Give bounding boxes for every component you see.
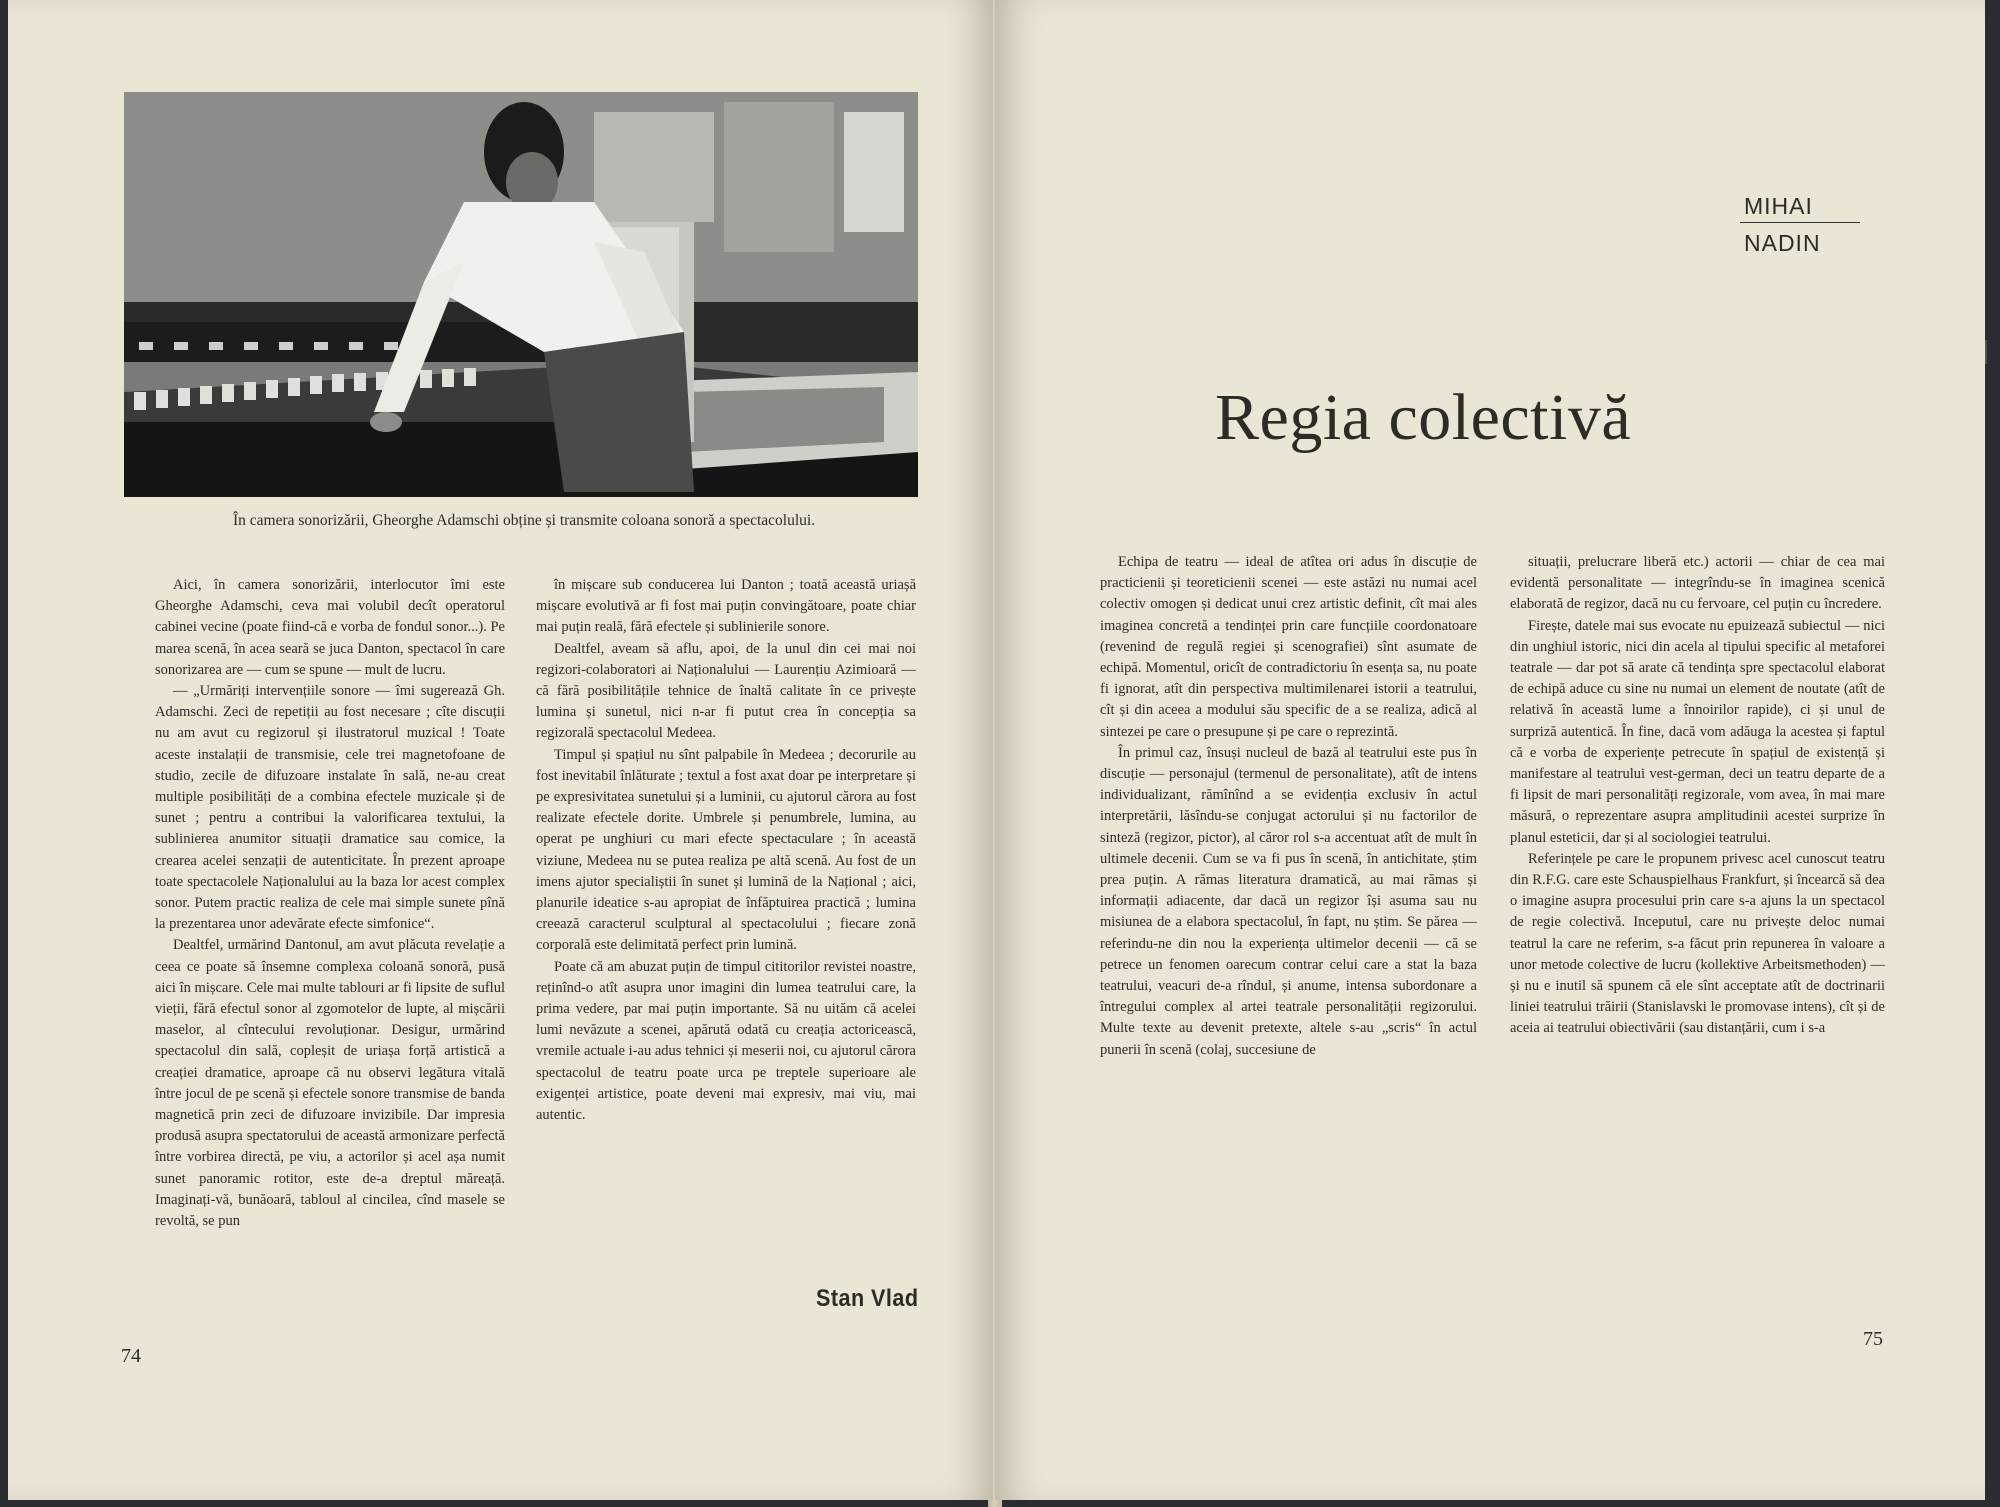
paragraph: Referințele pe care le propunem privesc acel cunoscut teatru din R.F.G. care este Schauspielhaus Frankfurt, și încearcă să dea o imagine asupra procesului prin care s-a ajuns la un spectacol de regie colectivă. Inceputul, care nu privește deloc numai teatrul la care ne referim, s-a făcut prin repunerea în valoare a unor metode colective de lucru (kollektive Arbeitsmethoden) — și nu e inutil să spunem că ele sînt acceptate atît de doctrinarii liniei teatrului trăirii (Stanislavski le promovase intens), cît și de aceia ai teatrului obiectivării (sau distanțării, cum i s-a [1510, 850, 1885, 1037]
page-number-left: 74 [121, 1345, 141, 1367]
page-edge-mark [1985, 340, 1987, 364]
right-column-1 [1100, 552, 1477, 1061]
author-divider [1740, 222, 1860, 223]
paragraph: situații, prelucrare liberă etc.) actorii — chiar de cea mai evidentă personalitate — integrîndu-se în imaginea scenică elaborată de regizor, dacă nu cu fervoare, cel puțin cu încredere. [1510, 554, 1885, 613]
paragraph: în mișcare sub conducerea lui Danton ; toată această uriașă mișcare evolutivă ar fi fost mai puțin convingătoare, poate chiar mai puțin reală, fără efectele și sublinierile sonore. [536, 577, 916, 636]
author-first-name: MIHAI [1744, 193, 1813, 219]
paragraph: Echipa de teatru — ideal de atîtea ori adus în discuție de practicienii și teoreticienii scenei — este astăzi nu numai acel colectiv omogen și dedicat unui crez artistic definit, cît mai ales imaginea concretă a tendinței prin care funcțiile coordonatoare (revenind de regulă regiei și scenografiei) sînt asumate de echipă. Momentul, oricît de contradictoriu în esența sa, nu poate fi ignorat, atît din perspectiva multimilenarei istorii a teatrului, cît și din aceea a modului său specific de a se realiza, adică al sintezei pe care o presupune și pe care o reprezintă. [1100, 554, 1477, 740]
page-number-right: 75 [1863, 1328, 1883, 1350]
sound-room-photo-illustration [124, 92, 918, 497]
paragraph: Poate că am abuzat puțin de timpul cititorilor revistei noastre, reținînd-o atît asupra unor imagini din lumea teatrului care, la prima vedere, par mai puțin importante. Să nu uităm că acelei lumi nevăzute a scenei, apărută odată cu creația actoricească, vremile actuale i-au adus tehnici și meserii noi, cu ajutorul cărora spectacolul de teatru poate urca pe treptele superioare ale exigenței artistice, poate deveni mai expresiv, mai viu, mai autentic. [536, 958, 916, 1124]
left-column-2 [536, 575, 916, 1126]
paragraph: Dealtfel, urmărind Dantonul, am avut plăcuta revelație a ceea ce poate să însemne complexa coloană sonoră, pusă aici în mișcare. Cele mai multe tablouri ar fi lipsite de suflul vieții, fără efectul sonor al zgomotelor de lupte, al mișcării maselor, al cîntecului revoluționar. Desigur, urmărind spectacolul din sală, copleșit de uriașa forță artistică a creației dramatice, aproape că nu observi legătura vitală între jocul de pe scenă și efectele sonore transmise de banda magnetică prin zeci de difuzoare invizibile. Dar impresia produsă asupra spectatorului de această armonizare perfectă între vorbirea directă, pe viu, a actorilor și acel așa numit sunet panoramic rotitor, este de-a dreptul măreață. Imaginați-vă, bunăoară, tabloul al cincilea, cînd masele se revoltă, se pun [155, 937, 505, 1230]
author-last-name: NADIN [1744, 230, 1821, 256]
photo-caption: În camera sonorizării, Gheorghe Adamschi obține și transmite coloana sonoră a spectacolului. [233, 512, 816, 529]
paragraph: Timpul și spațiul nu sînt palpabile în Medeea ; decorurile au fost inevitabil înlăturate ; textul a fost axat doar pe interpretare și pe expresivitatea sunetului și a luminii, cu ajutorul cărora au fost realizate efectele dorite. Umbrele și penumbrele, lumina, au operat pe unghiuri cu mari efecte spectaculare ; în această viziune, Medeea nu se putea realiza pe altă scenă. Au fost de un imens ajutor specialiștii în sunet și lumină de la Național ; aici, planurile ideatice s-au apropiat de înfăptuirea practică ; lumina creează caracterul sculptural al spectacolului ; fiecare zonă corporală este delimitată perfect prin lumină. [536, 746, 916, 954]
paragraph: Aici, în camera sonorizării, interlocutor îmi este Gheorghe Adamschi, ceva mai volubil decît operatorul cabinei vecine (poate fiind-că e vorba de fondul sonor...). Pe marea scenă, în acea seară se juca Danton, spectacol în care sonorizarea are — cum se spune — mult de lucru. [155, 577, 505, 678]
paragraph: — „Urmăriți intervențiile sonore — îmi sugerează Gh. Adamschi. Zeci de repetiții au fost necesare ; cîte discuții nu am avut cu regizorul și ilustratorul muzical ! Toate aceste instalații de transmisie, cele trei magnetofoane de studio, zecile de difuzoare instalate în sală, ne-au creat multiple posibilități de a combina efectele muzicale și de sunet ; pentru a contribui la valorificarea textului, la sublinierea anumitor situații dramatice sau comice, la crearea acelei senzații de autenticitate. În prezent aproape toate spectacolele Naționalului au la baza lor acest complex sonor. Putem practic realiza de cele mai simple sunete pînă la prezentarea unor adevărate efecte simfonice“. [155, 683, 505, 933]
left-page [8, 0, 993, 1500]
article-title: Regia colectivă [1215, 381, 1632, 454]
paragraph: Firește, datele mai sus evocate nu epuizează subiectul — nici din unghiul istoric, nici din acela al tipului specific al metaforei teatrale — dar pot să arate că tendința spre spectacolul elaborat de echipă aduce cu sine nu numai un element de noutate (atît de relativă în această lume a înnoirilor rapide), ci și unul de surpriză autentică. În fine, dacă vom adăuga la acestea și faptul că e vorba de experiențe petrecute în spațiul de existență și manifestare al teatrului vest-german, deci un teatru departe de a fi lipsit de mari personalități regizorale, vom avea, în mai mare măsură, o reprezentare asupra amplitudinii acestei surprize în planul esteticii, dar și al sociologiei teatrului. [1510, 617, 1885, 846]
sound-room-photo [124, 92, 918, 497]
left-column-1 [155, 575, 505, 1232]
paragraph: În primul caz, însuși nucleul de bază al teatrului este pus în discuție — personajul (termenul de personalitate), atît de intens individualizant, rămînînd a se evidenția exclusiv în actul interpretării, lăsîndu-se conjugat actorului și nu factorilor de sinteză (regizor, pictor), al căror rol s-a accentuat atît de mult în ultimele decenii. Cum se va fi pus în scenă, în antichitate, știm prea puțin. A rămas literatura dramatică, au mai rămas și informații adiacente, dar dacă un regizor își asuma sau nu misiunea de a elabora spectacolul, în fapt, nu știm. Se părea — referindu-ne din nou la experiența ultimelor decenii — că se petrece un fenomen oarecum contrar celui care a stat la baza teatrului, veacuri de-a rîndul, și anume, intensa subordonare a întregului complex al artei teatrale personalității regizorului. Multe texte au devenit pretexte, altele s-au „scris“ în actul punerii în scenă (colaj, succesiune de [1100, 744, 1477, 1058]
right-column-2 [1510, 552, 1885, 1040]
paragraph: Dealtfel, aveam să aflu, apoi, de la unul din cei mai noi regizori-colaboratori ai Naționalului — Laurențiu Azimioară — că fără posibilitățile tehnice de înaltă calitate în ce privește lumina și sunetul, nici n-ar fi putut crea în concepția sa regizorală spectacolul Medeea. [536, 640, 916, 742]
article-signature: Stan Vlad [816, 1285, 919, 1312]
